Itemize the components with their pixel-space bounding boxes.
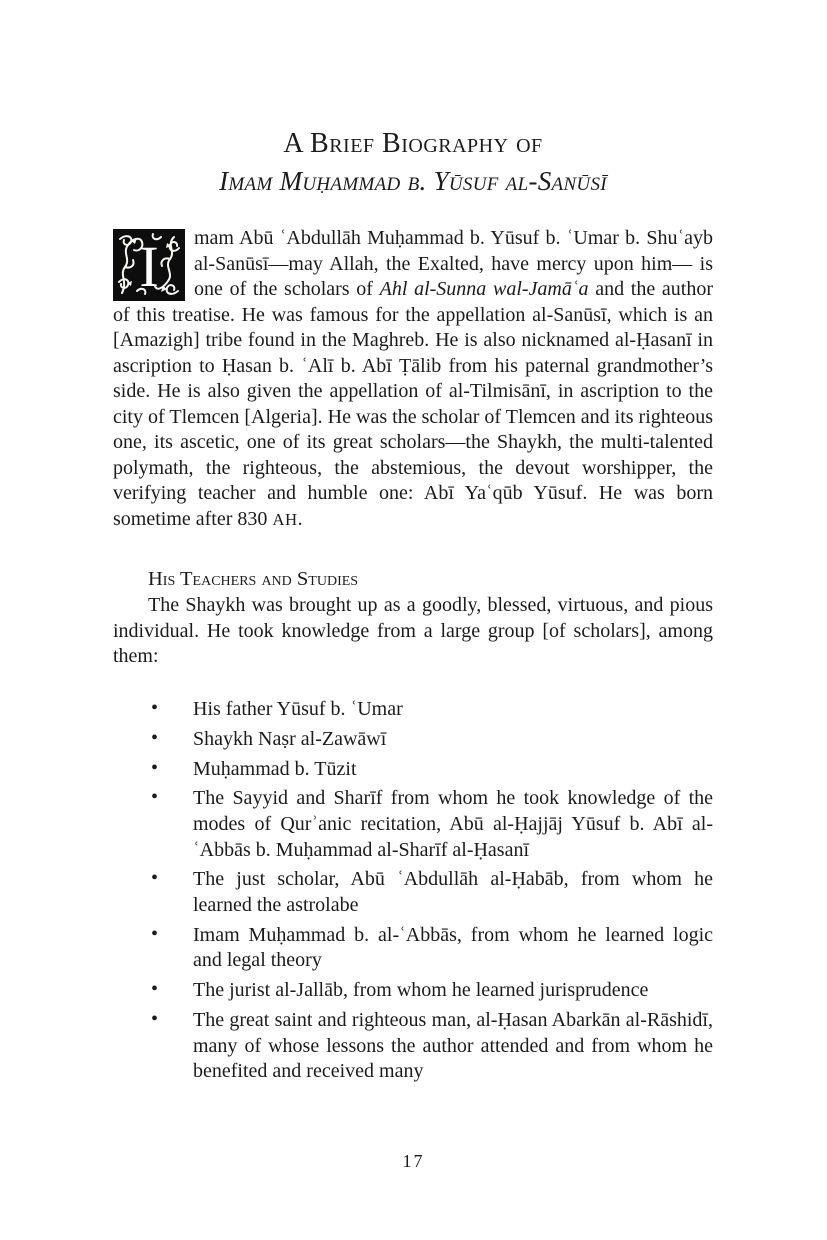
intro-text-rest: and the author of this treatise. He was famous for the appellation al-Sanūsī, which is an [Amazigh] tribe found in the Maghreb. He is also nicknamed al-Ḥasanī in ascription to Ḥasan b. ʿAlī b. Abī Ṭālib from his paternal grandmother’s side. He is also given the appellation of al-Tilmisānī, in ascription to the city of Tlemcen [Algeria]. He was the scholar of Tlemcen and its righteous one, its ascetic, one of its great scholars—the Shaykh, the multi-talented polymath, the righteous, the abstemious, the devout worshipper, the verifying teacher and humble one: Abī Yaʿqūb Yūsuf. He was born sometime after 830 [113, 278, 714, 530]
section-heading: His Teachers and Studies [148, 568, 359, 590]
section-paragraph: The Shaykh was brought up as a goodly, blessed, virtuous, and pious individual. He took knowledge from a large group [of scholars], among them: [113, 594, 713, 668]
text-block [113, 128, 713, 1089]
drop-cap-ornament-icon [113, 229, 185, 301]
chapter-subtitle: Imam Muḥammad b. Yūsuf al-Sanūsī [219, 166, 607, 196]
teacher-list-item: • Imam Muḥammad b. al-ʿAbbās, from whom he learned logic and legal theory [193, 923, 713, 974]
teacher-list-item: • The great saint and righteous man, al-Ḥasan Abarkān al-Rāshidī, many of whose lessons the author attended and from whom he benefited and received many [193, 1008, 713, 1085]
teacher-list-item: • The jurist al-Jallāb, from whom he learned jurisprudence [193, 978, 713, 1004]
teacher-list-item: • Muḥammad b. Tūzit [193, 757, 713, 783]
teacher-list-item: • His father Yūsuf b. ʿUmar [193, 697, 713, 723]
teacher-list-item: • Shaykh Naṣr al-Zawāwī [193, 727, 713, 753]
intro-italic-phrase: Ahl al-Sunna wal-Jamāʿa [379, 278, 589, 300]
intro-text-lead: mam Abū ʿAbdullāh Muḥammad b. Yūsuf b. ʿUmar b. Shuʿayb al-Sanūsī—may Allah, the Exalted, have mercy upon him— is one of the scholars of [194, 227, 713, 300]
drop-cap-letter: I [139, 234, 159, 299]
intro-end-period: . [297, 507, 303, 530]
teacher-list-item: • The just scholar, Abū ʿAbdullāh al-Ḥabāb, from whom he learned the astrolabe [193, 867, 713, 918]
page-number: 17 [402, 1151, 425, 1171]
era-abbreviation: AH [272, 509, 298, 529]
teacher-list-item: • The Sayyid and Sharīf from whom he took knowledge of the modes of Qurʾanic recitation, Abū al-Ḥajjāj Yūsuf b. Abī al-ʿAbbās b. Muḥammad al-Sharīf al-Ḥasanī [193, 786, 713, 863]
chapter-title: A Brief Biography of [283, 128, 543, 159]
teachers-list [113, 697, 713, 1085]
intro-paragraph [113, 226, 713, 532]
